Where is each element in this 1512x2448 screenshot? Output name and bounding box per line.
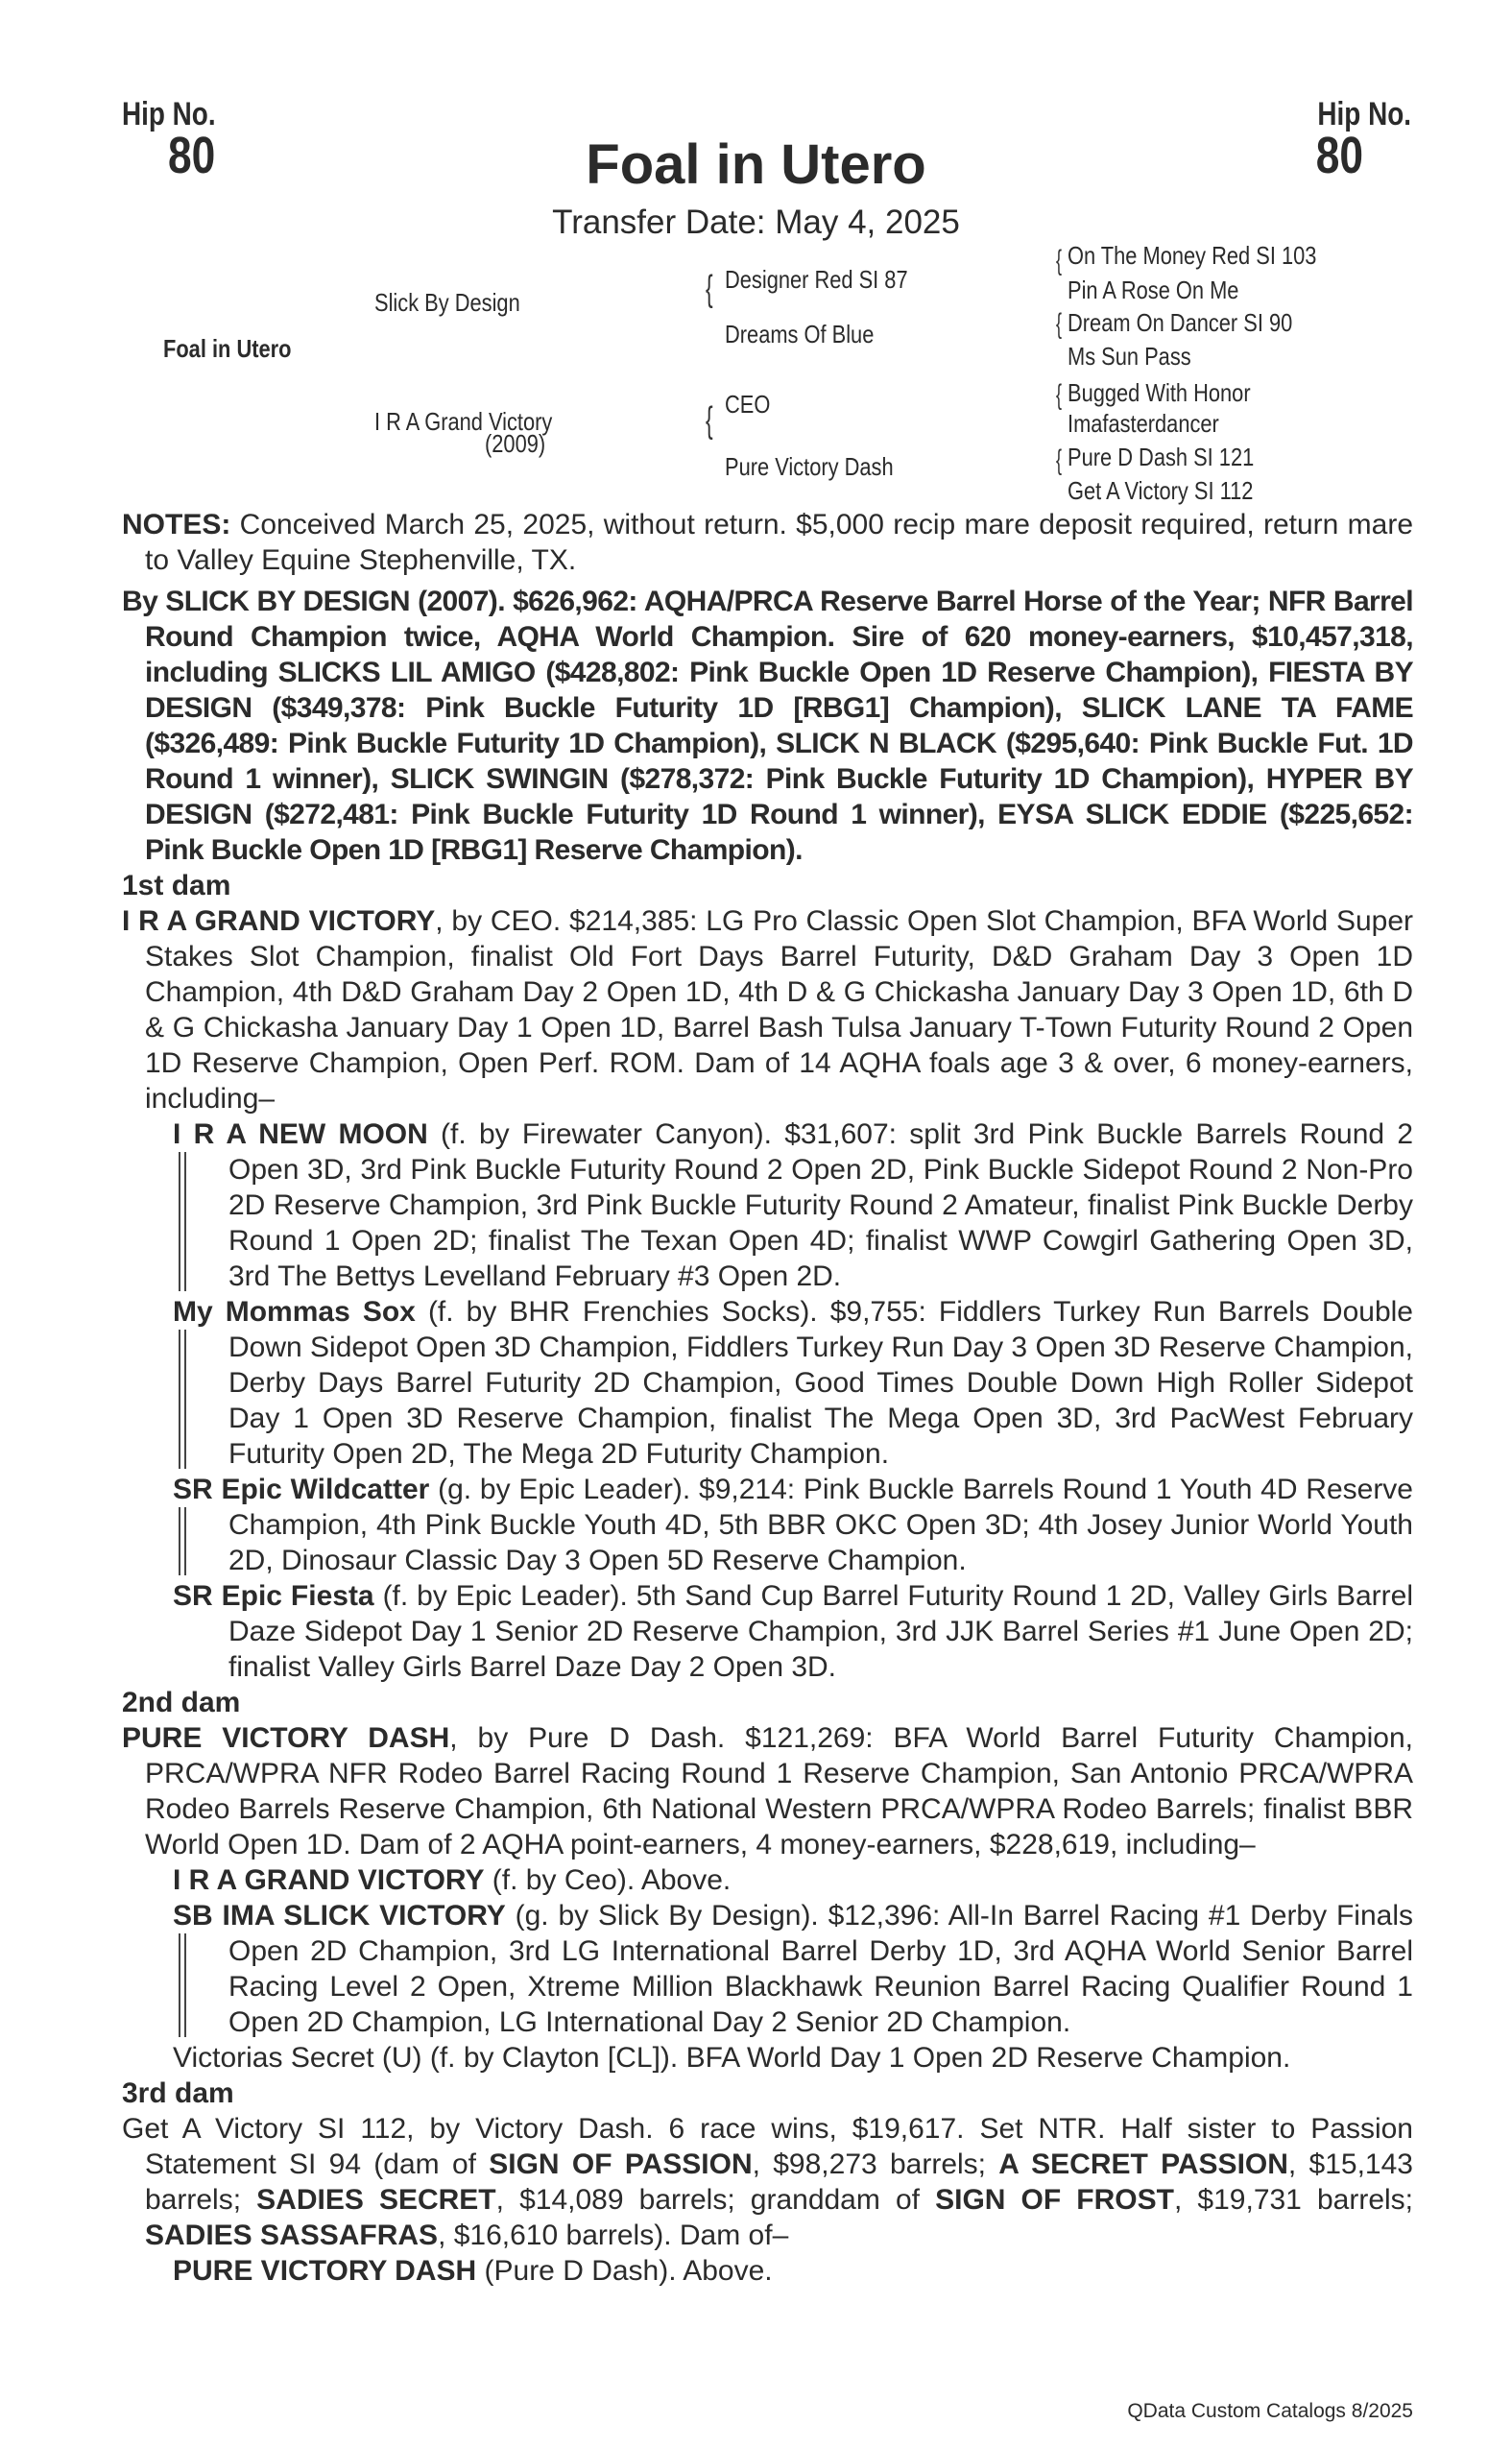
stakes-horse-name: A SECRET PASSION [998,2148,1288,2180]
brace-icon: { [1056,308,1063,340]
offspring-entry [122,1898,1413,2040]
brace-icon: { [1056,379,1063,411]
second-dam-name: PURE VICTORY DASH [122,1722,450,1754]
pedigree-sire-sire: Designer Red SI 87 [725,265,908,294]
offspring-text: (g. by Slick By Design). $12,396: All-In Barrel Racing #1 Derby Finals Open 2D Champion, 3rd LG International Barrel Derby 1D, 3rd AQHA World Senior Barrel Racing Level 2 Open, Xtreme Million Blackhawk Reunion Barrel Racing Qualifier Round 1 Open 2D Champion, LG International Day 2 Senior 2D Champion. [228,1900,1413,2038]
hip-label-left: Hip No. [122,96,216,132]
pedigree-ggp-6: Imafasterdancer [1068,409,1219,438]
offspring-bar [179,1507,186,1575]
offspring-text: (f. by Firewater Canyon). $31,607: split 3rd Pink Buckle Barrels Round 2 Open 3D, 3rd Pink Buckle Futurity Round 2 Open 2D, Pink Buckle Sidepot Round 2 Non-Pro 2D Reserve Champion, 3rd Pink Buckle Futurity Round 2 Amateur, finalist Pink Buckle Derby Round 1 Open 2D; finalist The Texan Open 4D; finalist WWP Cowgirl Gathering Open 3D, 3rd The Bettys Levelland February #3 Open 2D. [228,1118,1414,1292]
offspring-text: (g. by Epic Leader). $9,214: Pink Buckle Barrels Round 1 Youth 4D Reserve Champion, 4th Pink Buckle Youth 4D, 5th BBR OKC Open 3D; 4th Josey Junior World Youth 2D, Dinosaur Classic Day 3 Open 5D Reserve Champion. [228,1474,1413,1576]
page-title: Foal in Utero [586,133,926,196]
brace-icon: { [1056,245,1063,276]
pedigree-dam-sire: CEO [725,390,771,419]
pedigree-ggp-4: Ms Sun Pass [1068,342,1191,371]
second-dam-heading: 2nd dam [122,1687,241,1718]
pedigree-subject: Foal in Utero [163,334,292,363]
pedigree-ggp-3: Dream On Dancer SI 90 [1068,308,1293,337]
third-dam-text: , $98,273 barrels; [752,2148,999,2180]
first-dam-text: , by CEO. $214,385: LG Pro Classic Open Slot Champion, BFA World Super Stakes Slot Champion, finalist Old Fort Days Barrel Futurity, D&D Graham Day 3 Open 1D Champion, 4th D&D Graham Day 2 Open 1D, 4th D & G Chickasha January Day 3 Open 1D, 6th D & G Chickasha January Day 1 Open 1D, Barrel Bash Tulsa January T-Town Futurity Round 2 Open 1D Reserve Champion, Open Perf. ROM. Dam of 14 AQHA foals age 3 & over, 6 money-earners, including– [145,905,1413,1115]
offspring-bar [179,1933,186,2037]
pedigree-dam-year: (2009) [485,429,546,458]
stakes-horse-name: SIGN OF PASSION [489,2148,753,2180]
pedigree-ggp-2: Pin A Rose On Me [1068,276,1239,304]
catalog-text [122,507,1413,2289]
sire-summary: By SLICK BY DESIGN (2007). $626,962: AQHA/PRCA Reserve Barrel Horse of the Year; NFR Barrel Round Champion twice, AQHA World Champion. Sire of 620 money-earners, $10,457,318, including SLICKS LIL AMIGO ($428,802: Pink Buckle Open 1D Reserve Champion), FIESTA BY DESIGN ($349,378: Pink Buckle Futurity 1D [RBG1] Champion), SLICK LANE TA FAME ($326,489: Pink Buckle Futurity 1D Champion), SLICK N BLACK ($295,640: Pink Buckle Fut. 1D Round 1 winner), SLICK SWINGIN ($278,372: Pink Buckle Futurity 1D Champion), HYPER BY DESIGN ($272,481: Pink Buckle Futurity 1D Round 1 winner), EYSA SLICK EDDIE ($225,652: Pink Buckle Open 1D [RBG1] Reserve Champion). [122,586,1413,866]
offspring-entry [122,2253,1413,2289]
hip-number-left: 80 [168,127,216,184]
pedigree-sire-dam: Dreams Of Blue [725,320,875,348]
brace-icon: { [706,400,713,441]
offspring-bar [179,1152,186,1291]
stakes-horse-name: SIGN OF FROST [935,2184,1174,2216]
offspring-entry [122,1116,1413,1294]
pedigree-ggp-5: Bugged With Honor [1068,378,1251,407]
offspring-bar [179,1330,186,1469]
footer-credit: QData Custom Catalogs 8/2025 [1127,2400,1413,2422]
offspring-name: I R A GRAND VICTORY [173,1864,485,1896]
notes-paragraph [122,507,1413,578]
second-dam-paragraph [122,1720,1413,1862]
third-dam-text: , $19,731 barrels; [1173,2184,1414,2216]
offspring-name: SB IMA SLICK VICTORY [173,1900,506,1932]
offspring-text: (Pure D Dash). Above. [476,2255,773,2287]
notes-text: Conceived March 25, 2025, without return. $5,000 recip mare deposit required, return mare to Valley Equine Stephenville, TX. [145,509,1413,576]
transfer-date: Transfer Date: May 4, 2025 [552,204,960,241]
third-dam-heading: 3rd dam [122,2077,234,2109]
offspring-name: I R A NEW MOON [173,1118,428,1150]
second-dam-text: , by Pure D Dash. $121,269: BFA World Barrel Futurity Champion, PRCA/WPRA NFR Rodeo Barrel Racing Round 1 Reserve Champion, San Antonio PRCA/WPRA Rodeo Barrels Reserve Champion, 6th National Western PRCA/WPRA Rodeo Barrels; finalist BBR World Open 1D. Dam of 2 AQHA point-earners, 4 money-earners, $228,619, including– [145,1722,1413,1860]
offspring-name: PURE VICTORY DASH [173,2255,477,2287]
offspring-name: SR Epic Wildcatter [173,1474,430,1505]
offspring-name: My Mommas Sox [173,1296,416,1328]
hip-label-right: Hip No. [1317,96,1411,132]
first-dam-heading: 1st dam [122,870,231,901]
hip-number-right: 80 [1315,127,1363,184]
offspring-entry [122,1472,1413,1578]
pedigree-dam-dam: Pure Victory Dash [725,452,894,481]
pedigree-ggp-8: Get A Victory SI 112 [1068,476,1254,505]
third-dam-text: Get A Victory SI 112, by Victory Dash. 6 race wins, $19,617. Set NTR. Half sister to Passion Statement SI 94 (dam of [122,2113,1413,2180]
offspring-entry [122,1578,1413,1685]
third-dam-text: , $15,143 barrels; [145,2148,1413,2216]
third-dam-text: , $14,089 barrels; granddam of [495,2184,936,2216]
offspring-entry [122,1294,1413,1472]
third-dam-text: , $16,610 barrels). Dam of– [438,2220,789,2251]
stakes-horse-name: SADIES SASSAFRAS [145,2220,439,2251]
offspring-name: SR Epic Fiesta [173,1580,374,1612]
offspring-text: (f. by Ceo). Above. [484,1864,732,1896]
pedigree-ggp-7: Pure D Dash SI 121 [1068,443,1255,471]
third-dam-paragraph [122,2111,1413,2253]
brace-icon: { [706,269,713,309]
offspring-entry [122,1862,1413,1898]
notes-label: NOTES: [122,509,231,540]
unregistered-offspring: Victorias Secret (U) (f. by Clayton [CL]). BFA World Day 1 Open 2D Reserve Champion. [173,2042,1291,2074]
brace-icon: { [1056,444,1063,476]
pedigree-dam: I R A Grand Victory [374,407,553,436]
first-dam-paragraph [122,903,1413,1116]
offspring-text: (f. by BHR Frenchies Socks). $9,755: Fiddlers Turkey Run Barrels Double Down Sidepot Open 3D Champion, Fiddlers Turkey Run Day 3 Open 3D Reserve Champion, Derby Days Barrel Futurity 2D Champion, Good Times Double Down High Roller Sidepot Day 1 Open 3D Reserve Champion, finalist The Mega Open 3D, 3rd PacWest February Futurity Open 2D, The Mega 2D Futurity Champion. [228,1296,1413,1470]
first-dam-name: I R A GRAND VICTORY [122,905,436,937]
stakes-horse-name: SADIES SECRET [256,2184,496,2216]
pedigree-sire: Slick By Design [374,288,520,317]
pedigree-ggp-1: On The Money Red SI 103 [1068,241,1317,270]
offspring-text: (f. by Epic Leader). 5th Sand Cup Barrel Futurity Round 1 2D, Valley Girls Barrel Daze Sidepot Day 1 Senior 2D Reserve Champion, 3rd JJK Barrel Series #1 June Open 2D; finalist Valley Girls Barrel Daze Day 2 Open 3D. [228,1580,1413,1683]
